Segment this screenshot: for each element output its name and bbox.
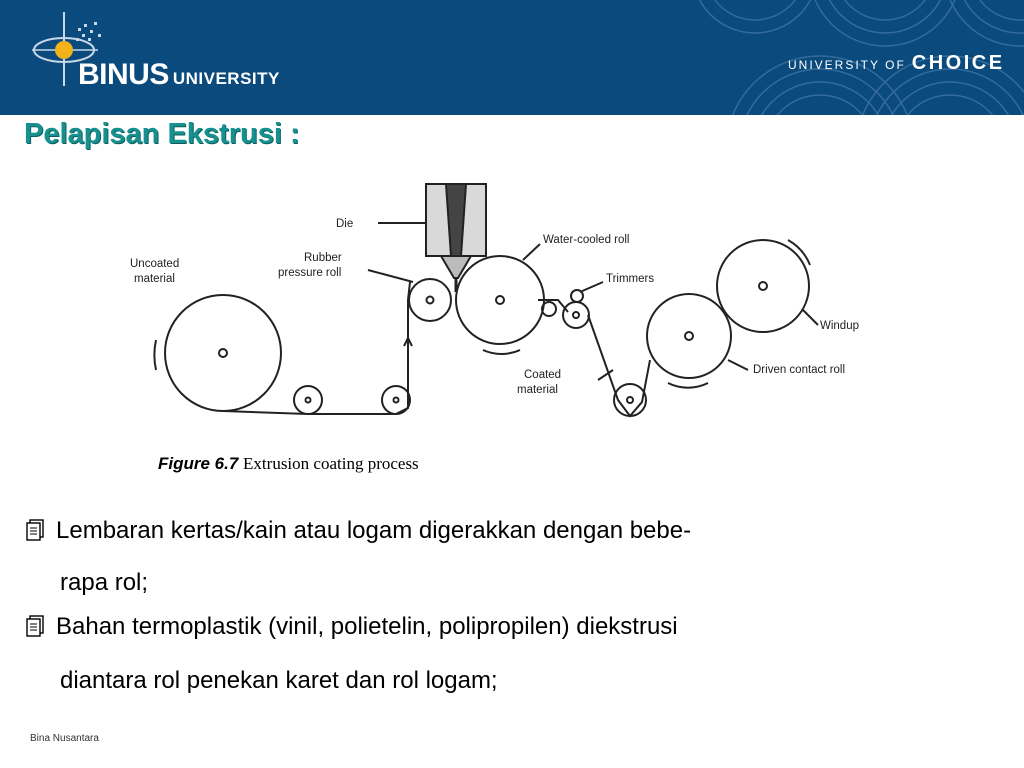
trimmer-roll-small	[542, 302, 556, 316]
leader-windup	[803, 310, 818, 325]
leader-rubber	[368, 270, 413, 282]
rotation-arrow-3	[668, 383, 708, 388]
footer-text: Bina Nusantara	[30, 733, 99, 744]
label-coated-1: Coated	[524, 369, 562, 381]
label-uncoated-2: material	[134, 273, 175, 285]
uncoated-material-roll	[165, 295, 281, 411]
uncoated-roll-axle	[219, 349, 227, 357]
label-trimmers: Trimmers	[606, 273, 655, 285]
label-rubber-1: Rubber	[304, 252, 342, 264]
caption-figure-number: Figure 6.7	[158, 454, 239, 473]
bullet-2-line-1: Bahan termoplastik (vinil, polietelin, polipropilen) diekstrusi	[56, 613, 678, 640]
leader-driven	[728, 360, 748, 370]
windup-roll	[717, 240, 809, 332]
label-coated-2: material	[517, 384, 558, 396]
label-windup: Windup	[820, 320, 859, 332]
die-tip	[441, 256, 471, 278]
logo-name: BINUS	[78, 58, 169, 91]
idler-roll-1	[294, 386, 322, 414]
caption-text: Extrusion coating process	[243, 454, 419, 473]
bullet-item-1	[24, 517, 691, 545]
rotation-arrow-4	[788, 240, 810, 265]
web-path-3	[588, 315, 650, 416]
logo-suffix: UNIVERSITY	[172, 69, 280, 88]
header-bar	[0, 0, 1024, 115]
logo-wordmark	[78, 58, 280, 92]
notepad-bullet-icon	[24, 519, 46, 541]
bullet-1-line-1: Lembaran kertas/kain atau logam digerakkan dengan bebe-	[56, 517, 692, 544]
leader-trimmers	[580, 282, 603, 292]
bullet-2-line-2: diantara rol penekan karet dan rol logam;	[60, 667, 498, 694]
label-water-cooled: Water-cooled roll	[543, 234, 630, 246]
rotation-arrow-1	[154, 340, 156, 370]
tagline-small: UNIVERSITY OF	[788, 58, 906, 72]
tagline	[788, 52, 1005, 75]
notepad-bullet-icon	[24, 615, 46, 637]
extrusion-coating-diagram	[128, 170, 898, 430]
label-driven: Driven contact roll	[753, 364, 846, 376]
driven-contact-roll	[647, 294, 731, 378]
bullet-item-2	[24, 613, 678, 641]
label-rubber-2: pressure roll	[278, 267, 342, 279]
water-cooled-roll	[456, 256, 544, 344]
label-uncoated-1: Uncoated	[130, 258, 180, 270]
trimmer-2	[563, 302, 589, 328]
rotation-arrow-2	[483, 350, 520, 354]
bullet-1-line-2: rapa rol;	[60, 569, 149, 596]
label-die: Die	[336, 218, 354, 230]
slide-title: Pelapisan Ekstrusi :	[24, 118, 300, 150]
tagline-big: CHOICE	[911, 52, 1005, 74]
rubber-pressure-roll	[409, 279, 451, 321]
leader-water	[523, 244, 540, 260]
figure-caption	[158, 454, 419, 474]
